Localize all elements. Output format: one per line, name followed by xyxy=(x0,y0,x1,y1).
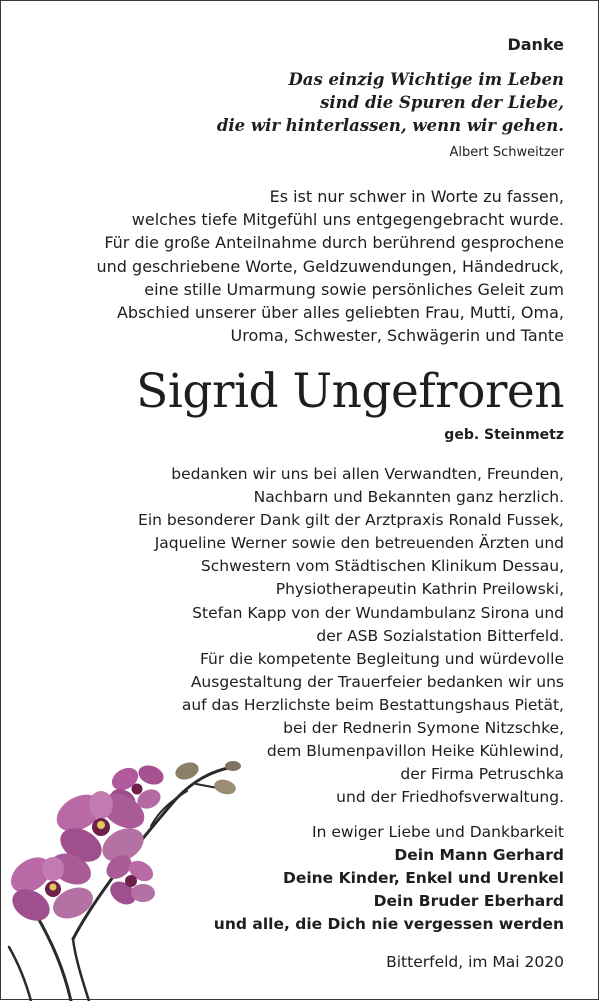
thanks-line: dem Blumenpavillon Heike Kühlewind, xyxy=(266,742,564,761)
quote-author: Albert Schweitzer xyxy=(449,145,564,160)
place-date: Bitterfeld, im Mai 2020 xyxy=(386,953,564,971)
intro-line: und geschriebene Worte, Geldzuwendungen, Händedruck, xyxy=(96,256,564,276)
intro-line: Es ist nur schwer in Worte zu fassen, xyxy=(269,187,564,206)
thanks-line: Für die kompetente Begleitung und würdevolle xyxy=(199,649,564,668)
signatory: Dein Bruder Eberhard xyxy=(373,892,564,910)
intro-text xyxy=(97,185,564,347)
quote-line: sind die Spuren der Liebe, xyxy=(320,93,564,112)
thanks-line: Jaqueline Werner sowie den betreuenden Ärzten und xyxy=(154,534,564,553)
thanks-line: Stefan Kapp von der Wundambulanz Sirona und xyxy=(192,603,564,622)
thanks-line: Nachbarn und Bekannten ganz herzlich. xyxy=(253,488,564,507)
thanks-line: und der Friedhofsverwaltung. xyxy=(336,788,564,807)
intro-line: eine stille Umarmung sowie persönliches Geleit zum xyxy=(144,279,564,299)
signatory: Dein Mann Gerhard xyxy=(394,846,564,864)
thanks-line: der ASB Sozialstation Bitterfeld. xyxy=(316,626,564,645)
heading: Danke xyxy=(507,35,564,54)
quote-line: Das einzig Wichtige im Leben xyxy=(288,70,564,89)
deceased-name: Sigrid Ungefroren xyxy=(136,364,564,419)
thanks-line: Ausgestaltung der Trauerfeier bedanken wir uns xyxy=(190,672,564,691)
thanks-line: auf das Herzlichste beim Bestattungshaus Pietät, xyxy=(181,695,564,714)
thanks-line: bei der Rednerin Symone Nitzschke, xyxy=(283,719,564,738)
intro-line: Uroma, Schwester, Schwägerin und Tante xyxy=(230,326,564,346)
intro-line: Für die große Anteilnahme durch berührend gesprochene xyxy=(104,233,564,253)
intro-line: Abschied unserer über alles geliebten Frau, Mutti, Oma, xyxy=(116,303,564,323)
quote-line: die wir hinterlassen, wenn wir gehen. xyxy=(216,116,564,135)
thanks-line: Physiotherapeutin Kathrin Preilowski, xyxy=(275,580,564,599)
birth-name: geb. Steinmetz xyxy=(444,427,564,443)
signatory: Deine Kinder, Enkel und Urenkel xyxy=(282,869,564,887)
thanks-line: der Firma Petruschka xyxy=(400,765,564,784)
thanks-line: Schwestern vom Städtischen Klinikum Dessau, xyxy=(200,557,564,576)
signatory: und alle, die Dich nie vergessen werden xyxy=(213,915,564,933)
closing xyxy=(214,821,564,936)
quote xyxy=(217,68,564,137)
thanks-line: Ein besonderer Dank gilt der Arztpraxis Ronald Fussek, xyxy=(138,511,564,530)
thanks-line: bedanken wir uns bei allen Verwandten, Freunden, xyxy=(171,465,564,483)
intro-line: welches tiefe Mitgefühl uns entgegengebracht wurde. xyxy=(131,210,564,230)
closing-intro: In ewiger Liebe und Dankbarkeit xyxy=(312,823,564,841)
